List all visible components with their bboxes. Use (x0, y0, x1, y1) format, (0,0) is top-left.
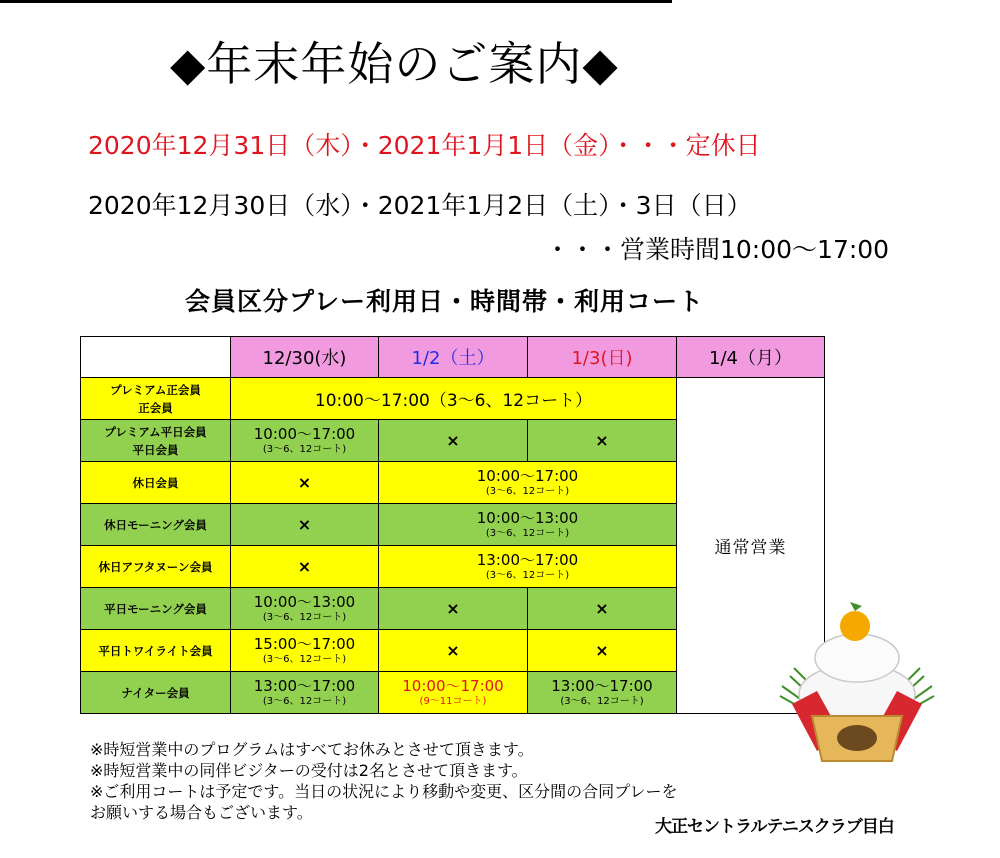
row-label (81, 504, 231, 546)
merged-time-cell (379, 546, 677, 588)
time-cell (231, 420, 379, 462)
closed-days-notice: 2020年12月31日（木）・2021年1月1日（金）・・・定休日 (88, 131, 761, 160)
label-line: プレミアム正会員 (110, 382, 201, 397)
label-line: プレミアム平日会員 (104, 424, 207, 439)
row-label (81, 462, 231, 504)
time-cell (231, 630, 379, 672)
time-cell (528, 672, 677, 714)
row-label (81, 378, 231, 420)
unavailable-mark: × (231, 462, 379, 504)
schedule-table (80, 336, 825, 714)
row-label (81, 420, 231, 462)
time-text: 10:00～13:00 (253, 592, 356, 611)
note-line: お願いする場合もございます。 (90, 803, 313, 822)
court-text: (3～6、12コート) (262, 611, 347, 623)
court-text: (3～6、12コート) (485, 485, 570, 497)
table-row (81, 378, 825, 420)
time-cell (379, 672, 528, 714)
label-line: 休日モーニング会員 (104, 517, 207, 532)
table-header-row (81, 337, 825, 378)
unavailable-mark: × (379, 630, 528, 672)
time-text: 10:00～17:00 (476, 466, 579, 485)
label-line: 休日アフタヌーン会員 (98, 559, 213, 574)
shortened-hours-dates: 2020年12月30日（水）・2021年1月2日（土）・3日（日） (88, 191, 752, 220)
time-text: 13:00～17:00 (551, 676, 653, 695)
court-text: (3～6、12コート) (560, 695, 644, 707)
unavailable-mark: × (528, 588, 677, 630)
court-text: (9～11コート) (419, 695, 487, 707)
unavailable-mark: × (528, 630, 677, 672)
subtitle-underline (0, 0, 672, 3)
time-text: 13:00～17:00 (253, 676, 356, 695)
note-line: ※ご利用コートは予定です。当日の状況により移動や変更、区分間の合同プレーを (90, 782, 678, 801)
time-text: 10:00～17:00 (253, 424, 356, 443)
section-subtitle: 会員区分プレー利用日・時間帯・利用コート (185, 287, 705, 316)
court-text: (3～6、12コート) (262, 695, 347, 707)
row-label (81, 546, 231, 588)
brand-name: 大正セントラルテニスクラブ目白 (655, 817, 894, 837)
court-text: (3～6、12コート) (262, 653, 347, 665)
unavailable-mark: × (379, 420, 528, 462)
label-line: 正会員 (138, 400, 173, 415)
kagami-mochi-icon (772, 596, 942, 776)
shortened-hours-time: ・・・営業時間10:00～17:00 (545, 235, 890, 264)
row-label (81, 672, 231, 714)
label-line: 休日会員 (132, 475, 179, 490)
normal-business-cell: 通常営業 (677, 378, 825, 714)
row-label (81, 588, 231, 630)
label-line: 平日会員 (132, 442, 179, 457)
court-text: (3～6、12コート) (485, 527, 570, 539)
court-text: (3～6、12コート) (262, 443, 347, 455)
merged-time-cell (379, 504, 677, 546)
label-line: 平日モーニング会員 (104, 601, 207, 616)
merged-time-cell (379, 462, 677, 504)
label-line: ナイター会員 (121, 685, 190, 700)
time-cell (231, 588, 379, 630)
page-title: ◆年末年始のご案内◆ (170, 37, 619, 91)
row-label (81, 630, 231, 672)
header-dec30: 12/30(水) (231, 337, 379, 378)
unavailable-mark: × (231, 504, 379, 546)
time-cell (231, 672, 379, 714)
header-jan3: 1/3(日) (528, 337, 677, 378)
time-text: 10:00～13:00 (476, 508, 579, 527)
label-line: 平日トワイライト会員 (98, 643, 213, 658)
note-line: ※時短営業中の同伴ビジターの受付は2名とさせて頂きます。 (90, 761, 528, 780)
unavailable-mark: × (528, 420, 677, 462)
time-text: 10:00～17:00 (402, 676, 504, 695)
header-jan2: 1/2（土） (379, 337, 528, 378)
time-text: 15:00～17:00 (253, 634, 356, 653)
unavailable-mark: × (231, 546, 379, 588)
note-line: ※時短営業中のプログラムはすべてお休みとさせて頂きます。 (90, 740, 534, 759)
time-text: 13:00～17:00 (476, 550, 579, 569)
header-jan4: 1/4（月） (677, 337, 825, 378)
header-corner (81, 337, 231, 378)
unavailable-mark: × (379, 588, 528, 630)
court-text: (3～6、12コート) (485, 569, 570, 581)
merged-cell: 10:00～17:00（3～6、12コート） (231, 378, 677, 420)
